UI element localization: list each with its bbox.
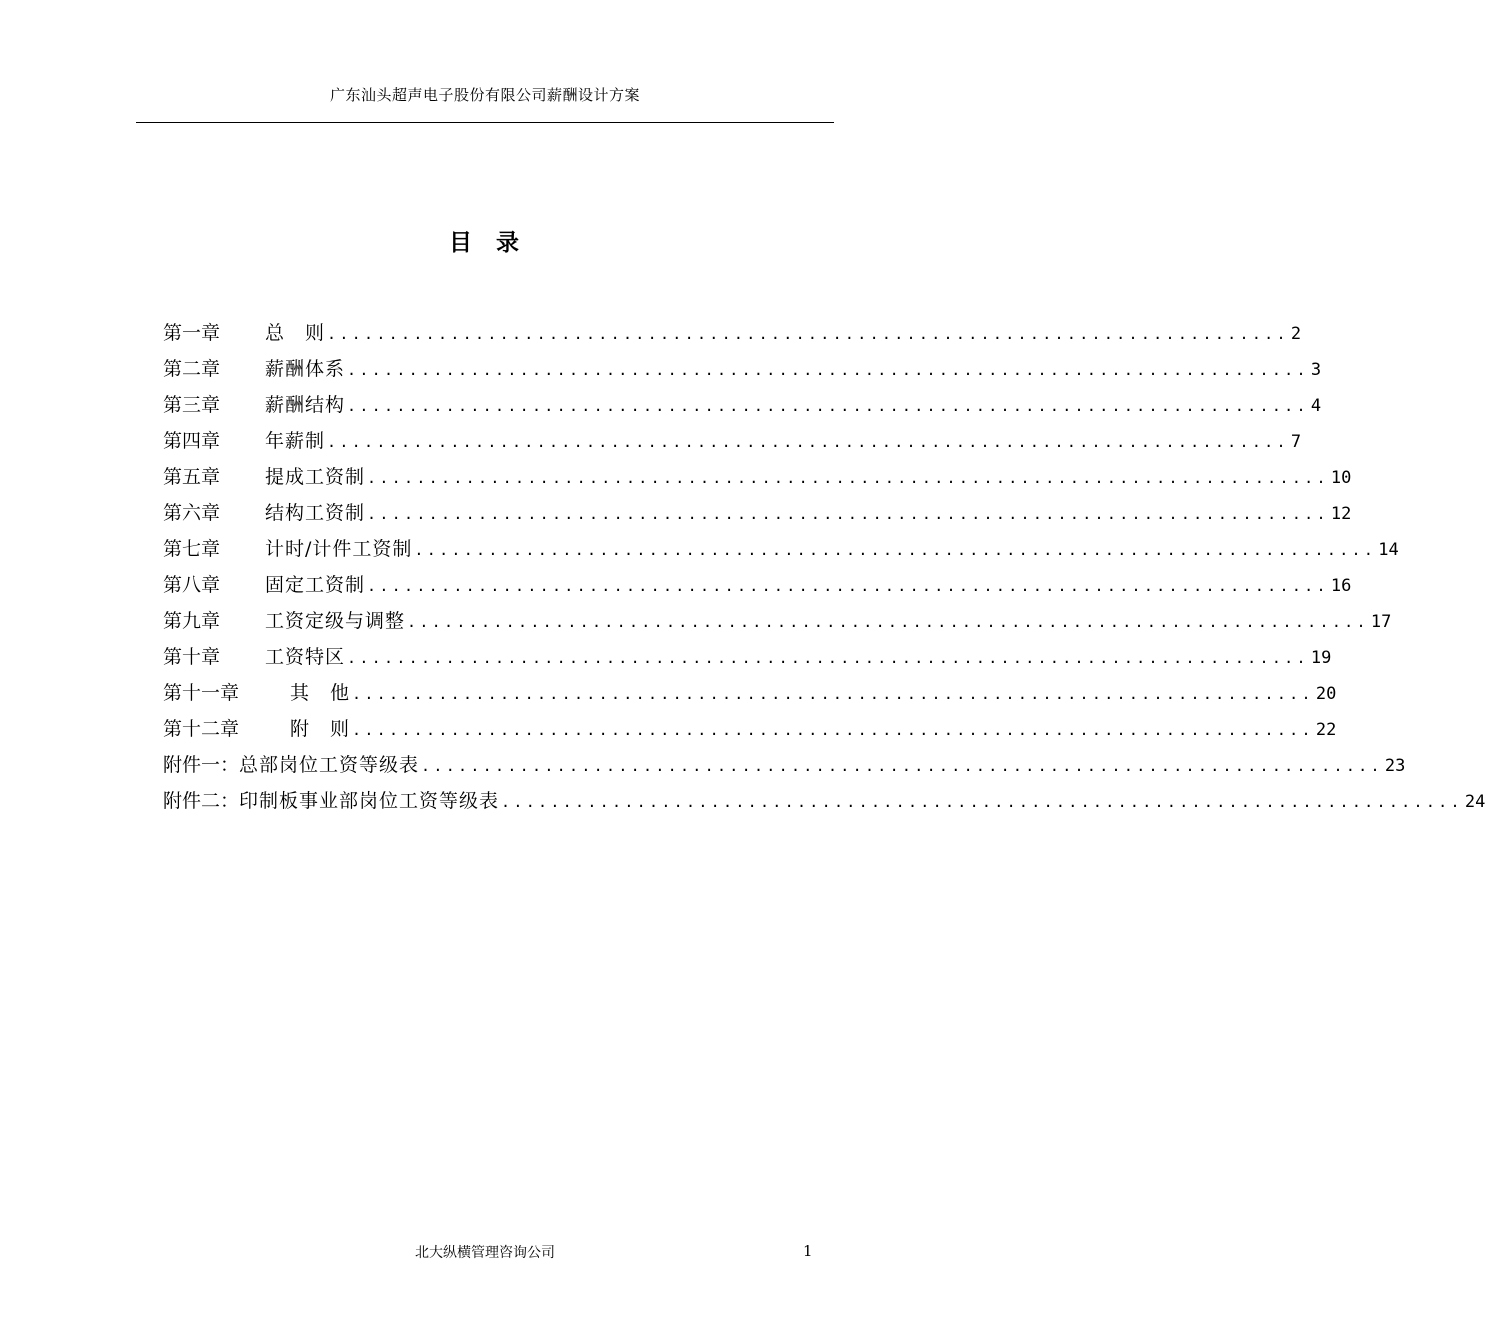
toc-leader-dots: .............................................................................. — [414, 541, 1377, 559]
toc-page-number: 3 — [1310, 360, 1322, 380]
toc-leader-dots: .............................................................................. — [367, 505, 1329, 523]
toc-chapter: 第十章 — [163, 646, 221, 668]
toc-page-number: 4 — [1310, 396, 1322, 416]
toc-leader-dots: .............................................................................. — [347, 397, 1309, 415]
toc-chapter: 第五章 — [163, 466, 221, 488]
header-title: 广东汕头超声电子股份有限公司薪酬设计方案 — [329, 86, 640, 104]
toc-page-number: 12 — [1330, 504, 1352, 524]
toc-entry-name: 工资定级与调整 — [265, 610, 406, 632]
toc-chapter: 第九章 — [163, 610, 221, 632]
toc-appendix-label: 附件二： — [163, 790, 240, 812]
toc-entry-name: 结构工资制 — [265, 502, 366, 524]
toc-chapter: 第四章 — [163, 430, 221, 452]
toc-entry[interactable] — [163, 747, 1406, 783]
toc-entry-name: 薪酬结构 — [265, 394, 346, 416]
toc-chapter: 第一章 — [163, 322, 221, 344]
toc-entry-name: 总部岗位工资等级表 — [239, 754, 420, 776]
toc-entry[interactable] — [163, 639, 1332, 675]
toc-entry[interactable] — [163, 351, 1322, 387]
toc-page-number: 10 — [1330, 468, 1352, 488]
toc-entry-name: 其 他 — [290, 682, 351, 704]
toc-page-number: 23 — [1384, 756, 1406, 776]
toc-entry[interactable] — [163, 495, 1352, 531]
toc-page-number: 19 — [1310, 648, 1332, 668]
toc-leader-dots: .............................................................................. — [421, 757, 1383, 775]
toc-entry-name: 薪酬体系 — [265, 358, 346, 380]
toc-chapter: 第八章 — [163, 574, 221, 596]
footer-company: 北大纵横管理咨询公司 — [415, 1245, 555, 1261]
toc-entry[interactable] — [163, 531, 1399, 567]
toc-leader-dots: .............................................................................. — [501, 793, 1463, 811]
toc-entry[interactable] — [163, 711, 1337, 747]
toc-page-number: 22 — [1315, 720, 1337, 740]
toc-page-number: 24 — [1464, 792, 1485, 812]
toc-chapter: 第十二章 — [163, 718, 240, 740]
toc-chapter: 第七章 — [163, 538, 221, 560]
toc-chapter: 第六章 — [163, 502, 221, 524]
toc-entry[interactable] — [163, 315, 1302, 351]
toc-page-number: 17 — [1370, 612, 1392, 632]
toc-entry[interactable] — [163, 423, 1302, 459]
toc-entry[interactable] — [163, 387, 1322, 423]
toc-page-number: 20 — [1315, 684, 1337, 704]
toc-leader-dots: .............................................................................. — [352, 685, 1314, 703]
toc-entry-name: 附 则 — [290, 718, 351, 740]
toc-entry[interactable] — [163, 783, 1485, 819]
toc-entry-name: 计时/计件工资制 — [265, 538, 413, 560]
toc-entry-name: 年薪制 — [265, 430, 326, 452]
toc-leader-dots: .............................................................................. — [407, 613, 1369, 631]
toc-entry[interactable] — [163, 567, 1352, 603]
toc-page-number: 16 — [1330, 576, 1352, 596]
toc-chapter: 第十一章 — [163, 682, 240, 704]
toc-entry[interactable] — [163, 459, 1352, 495]
toc-leader-dots: .............................................................................. — [347, 361, 1309, 379]
toc-title: 目 录 — [448, 230, 521, 256]
toc-entry-name: 提成工资制 — [265, 466, 366, 488]
table-of-contents — [163, 315, 1485, 819]
footer-page-number: 1 — [803, 1242, 813, 1260]
toc-page-number: 7 — [1290, 432, 1302, 452]
toc-leader-dots: .............................................................................. — [352, 721, 1314, 739]
toc-entry-name: 工资特区 — [265, 646, 346, 668]
toc-entry[interactable] — [163, 675, 1337, 711]
toc-entry[interactable] — [163, 603, 1392, 639]
toc-entry-name: 印制板事业部岗位工资等级表 — [239, 790, 500, 812]
toc-entry-name: 总 则 — [265, 322, 326, 344]
toc-appendix-label: 附件一： — [163, 754, 240, 776]
toc-leader-dots: .............................................................................. — [367, 577, 1329, 595]
toc-page-number: 2 — [1290, 324, 1302, 344]
toc-chapter: 第三章 — [163, 394, 221, 416]
toc-leader-dots: .............................................................................. — [327, 325, 1289, 343]
toc-chapter: 第二章 — [163, 358, 221, 380]
toc-page-number: 14 — [1378, 540, 1399, 560]
toc-leader-dots: .............................................................................. — [367, 469, 1329, 487]
toc-entry-name: 固定工资制 — [265, 574, 366, 596]
toc-leader-dots: .............................................................................. — [327, 433, 1289, 451]
toc-leader-dots: .............................................................................. — [347, 649, 1309, 667]
header-divider — [136, 122, 834, 123]
